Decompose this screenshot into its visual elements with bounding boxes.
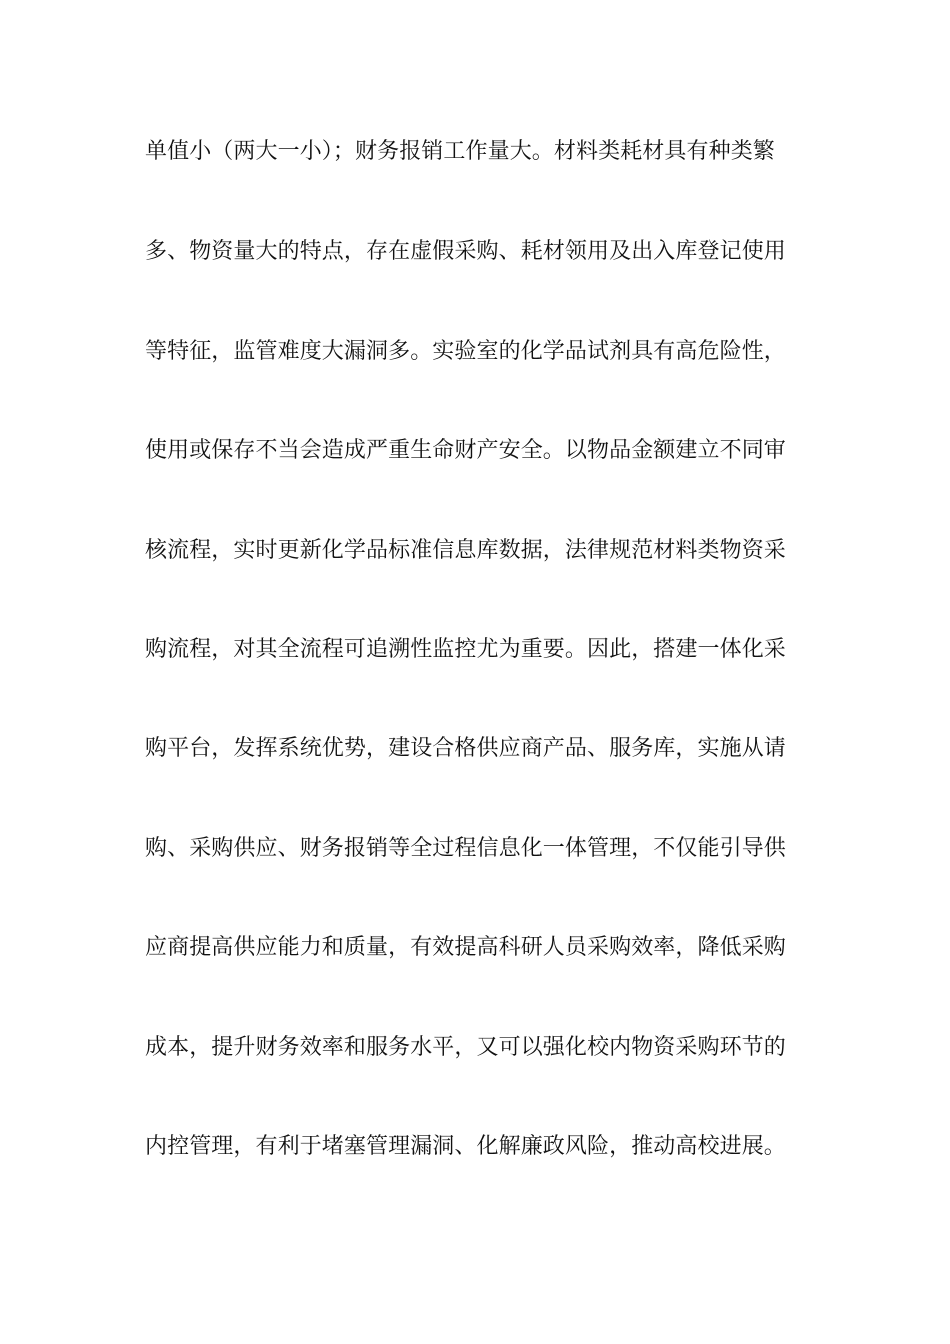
text-line: 应商提高供应能力和质量，有效提高科研人员采购效率，降低采购: [145, 935, 786, 960]
text-line: 内控管理，有利于堵塞管理漏洞、化解廉政风险，推动高校进展。: [145, 1134, 786, 1159]
text-line: 购平台，发挥系统优势，建设合格供应商产品、服务库，实施从请: [145, 736, 786, 761]
text-line: 成本，提升财务效率和服务水平，又可以强化校内物资采购环节的: [145, 1035, 786, 1060]
text-line: 核流程，实时更新化学品标准信息库数据，法律规范材料类物资采: [145, 538, 786, 563]
text-line: 单值小（两大一小）；财务报销工作量大。材料类耗材具有种类繁: [145, 139, 775, 164]
text-line: 多、物资量大的特点，存在虚假采购、耗材领用及出入库登记使用: [145, 239, 786, 264]
text-line: 等特征，监管难度大漏洞多。实验室的化学品试剂具有高危险性，: [145, 339, 786, 364]
text-line: 使用或保存不当会造成严重生命财产安全。以物品金额建立不同审: [145, 438, 786, 463]
text-line: 购流程，对其全流程可追溯性监控尤为重要。因此，搭建一体化采: [145, 637, 786, 662]
text-line: 购、采购供应、财务报销等全过程信息化一体管理，不仅能引导供: [145, 836, 786, 861]
